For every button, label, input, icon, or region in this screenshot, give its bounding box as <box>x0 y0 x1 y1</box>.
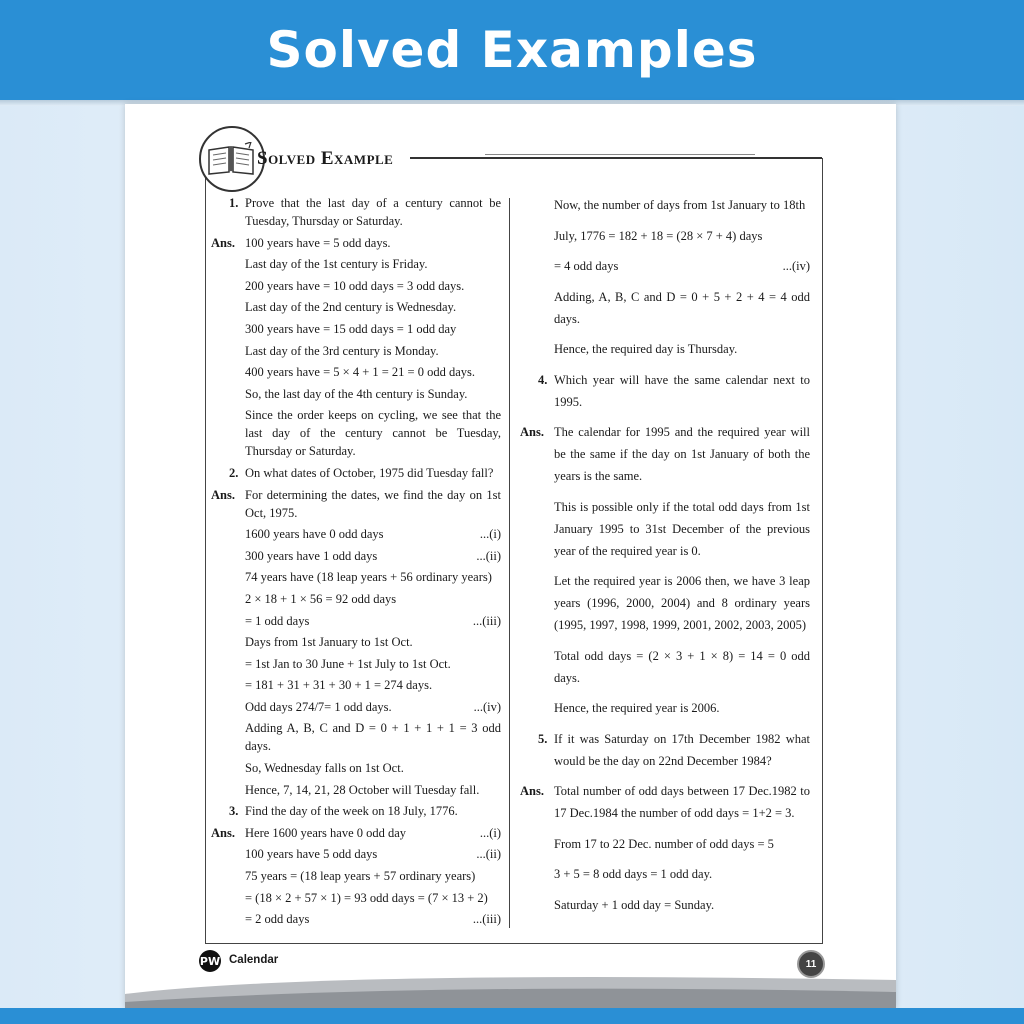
top-banner <box>0 0 1024 100</box>
solution-line <box>211 406 501 460</box>
solution-line <box>211 320 501 338</box>
solution-line <box>211 612 501 630</box>
solution-line <box>211 845 501 863</box>
line-text: Hence, the required day is Thursday. <box>554 342 738 356</box>
line-text: 400 years have = 5 × 4 + 1 = 21 = 0 odd days. <box>245 365 476 380</box>
solution-line <box>211 676 501 694</box>
line-text: Let the required year is 2006 then, we have 3 leap years (1996, 2000, 2004) and 8 ordinary years (1995, 1997, 1998, 1999, 2001, 2002, 2003, 2005) <box>554 574 810 632</box>
equation-tag: ...(iii) <box>472 912 501 927</box>
solution-line <box>520 863 810 885</box>
line-text: = (18 × 2 + 57 × 1) = 93 odd days = (7 × 13 + 2) <box>245 890 488 905</box>
line-text: This is possible only if the total odd days from 1st January 1995 to 31st December of the previous year of the required year is 0. <box>554 499 810 558</box>
solution-line <box>211 342 501 360</box>
line-text: Odd days 274/7= 1 odd days. <box>245 699 392 714</box>
line-text: Saturday + 1 odd day = Sunday. <box>554 897 715 912</box>
document-page <box>125 104 896 1008</box>
question-number: 4. <box>538 372 548 387</box>
question-number: 1. <box>229 196 239 210</box>
solution-line <box>520 645 810 689</box>
equation-tag: ...(iv) <box>473 699 501 714</box>
equation-tag: ...(ii) <box>476 847 501 862</box>
header-rule-thin <box>485 154 755 155</box>
line-text: Since the order keeps on cycling, we see that the last day of the century cannot be Tuesday, Thursday or Saturday. <box>245 408 501 459</box>
solution-line <box>211 698 501 716</box>
solution-line <box>211 590 501 608</box>
solution-line <box>520 255 810 277</box>
line-text: 100 years have = 5 odd days. <box>245 235 391 250</box>
line-text: 200 years have = 10 odd days = 3 odd days. <box>245 278 465 293</box>
question-item <box>520 728 810 772</box>
line-text: = 1st Jan to 30 June + 1st July to 1st Oct. <box>245 656 451 671</box>
line-text: So, the last day of the 4th century is Sunday. <box>245 386 468 401</box>
line-text: 300 years have 1 odd days <box>245 548 378 563</box>
open-book-icon <box>205 142 257 176</box>
pw-logo: PW <box>199 950 221 972</box>
solution-line <box>211 363 501 381</box>
solution-line <box>211 277 501 295</box>
line-text: 300 years have = 15 odd days = 1 odd day <box>245 321 457 336</box>
line-text: Which year will have the same calendar next to 1995. <box>554 372 810 409</box>
line-text: Days from 1st January to 1st Oct. <box>245 635 413 650</box>
answer-label: Ans. <box>211 487 235 502</box>
solution-line <box>520 496 810 562</box>
equation-tag: ...(i) <box>479 527 501 542</box>
solution-line <box>211 255 501 273</box>
line-text: Last day of the 3rd century is Monday. <box>245 343 439 358</box>
line-text: Adding, A, B, C and D = 0 + 5 + 2 + 4 = 4 odd days. <box>554 289 810 326</box>
header-rule <box>410 157 822 159</box>
question-number: 3. <box>229 804 239 819</box>
line-text: Last day of the 1st century is Friday. <box>245 257 428 272</box>
solution-line <box>520 894 810 916</box>
solution-line <box>211 759 501 777</box>
line-text: = 181 + 31 + 31 + 30 + 1 = 274 days. <box>245 678 433 693</box>
answer-label: Ans. <box>520 425 544 439</box>
solution-line <box>211 385 501 403</box>
line-text: 100 years have 5 odd days <box>245 847 378 862</box>
solution-line <box>211 867 501 885</box>
solution-line <box>211 781 501 799</box>
solution-line <box>520 194 810 216</box>
line-text: July, 1776 = 182 + 18 = (28 × 7 + 4) days <box>554 228 763 243</box>
solution-line <box>211 655 501 673</box>
answer-item <box>211 234 501 252</box>
solution-line <box>211 889 501 907</box>
line-text: = 1 odd days <box>245 613 310 628</box>
solution-line <box>211 719 501 755</box>
solution-line <box>211 547 501 565</box>
line-text: If it was Saturday on 17th December 1982 what would be the day on 22nd December 1984? <box>554 731 810 768</box>
solution-line <box>520 225 810 247</box>
column-divider <box>509 198 510 928</box>
line-text: The calendar for 1995 and the required year will be the same if the day on 1st January of both the years is the same. <box>554 425 810 483</box>
bottom-bar <box>0 1008 1024 1024</box>
question-item <box>520 369 810 413</box>
line-text: 75 years = (18 leap years + 57 ordinary years) <box>245 869 476 884</box>
answer-item <box>520 421 810 487</box>
left-column <box>211 194 501 932</box>
solution-line <box>211 910 501 928</box>
solution-line <box>520 338 810 360</box>
equation-tag: ...(ii) <box>476 548 501 563</box>
line-text: Hence, the required year is 2006. <box>554 701 720 715</box>
solution-line <box>520 570 810 636</box>
question-item <box>211 194 501 230</box>
solution-line <box>520 697 810 719</box>
line-text: 74 years have (18 leap years + 56 ordinary years) <box>245 570 492 585</box>
section-title: Solved Example <box>257 148 394 169</box>
line-text: 2 × 18 + 1 × 56 = 92 odd days <box>245 591 397 606</box>
line-text: So, Wednesday falls on 1st Oct. <box>245 761 404 776</box>
line-text: From 17 to 22 Dec. number of odd days = 5 <box>554 836 774 851</box>
line-text: Last day of the 2nd century is Wednesday. <box>245 300 457 315</box>
solution-line <box>211 568 501 586</box>
question-number: 5. <box>538 731 548 746</box>
question-number: 2. <box>229 465 239 480</box>
solution-line <box>211 633 501 651</box>
solution-line <box>520 286 810 330</box>
line-text: Prove that the last day of a century cannot be Tuesday, Thursday or Saturday. <box>245 196 501 228</box>
equation-tag: ...(iii) <box>472 613 501 628</box>
line-text: 3 + 5 = 8 odd days = 1 odd day. <box>554 867 713 881</box>
banner-title: Solved Examples <box>266 21 758 79</box>
line-text: Total odd days = (2 × 3 + 1 × 8) = 14 = 0 odd days. <box>554 648 810 685</box>
answer-item <box>211 824 501 842</box>
line-text: Adding A, B, C and D = 0 + 1 + 1 + 1 = 3 odd days. <box>245 721 501 754</box>
solution-line <box>520 833 810 855</box>
line-text: Hence, 7, 14, 21, 28 October will Tuesday fall. <box>245 782 480 797</box>
right-column <box>520 194 810 924</box>
question-item <box>211 464 501 482</box>
line-text: Now, the number of days from 1st January to 18th <box>554 198 806 212</box>
answer-label: Ans. <box>211 235 235 250</box>
line-text: 1600 years have 0 odd days <box>245 527 384 542</box>
line-text: Here 1600 years have 0 odd day <box>245 825 407 840</box>
line-text: = 4 odd days <box>554 259 619 273</box>
footer-chapter-label: Calendar <box>229 954 279 966</box>
answer-item <box>211 486 501 522</box>
answer-label: Ans. <box>211 825 235 840</box>
equation-tag: ...(iv) <box>782 259 810 273</box>
line-text: For determining the dates, we find the day on 1st Oct, 1975. <box>245 487 501 520</box>
line-text: Total number of odd days between 17 Dec.1982 to 17 Dec.1984 the number of odd days = 1+2 = 3. <box>554 784 810 820</box>
footer-wave-decoration <box>125 974 896 1008</box>
solution-line <box>211 525 501 543</box>
line-text: = 2 odd days <box>245 912 310 927</box>
line-text: Find the day of the week on 18 July, 1776. <box>245 804 458 819</box>
answer-item <box>520 780 810 824</box>
equation-tag: ...(i) <box>479 825 501 840</box>
answer-label: Ans. <box>520 784 544 798</box>
line-text: On what dates of October, 1975 did Tuesday fall? <box>245 465 494 480</box>
solution-line <box>211 298 501 316</box>
page-number: 11 <box>797 950 825 978</box>
question-item <box>211 802 501 820</box>
